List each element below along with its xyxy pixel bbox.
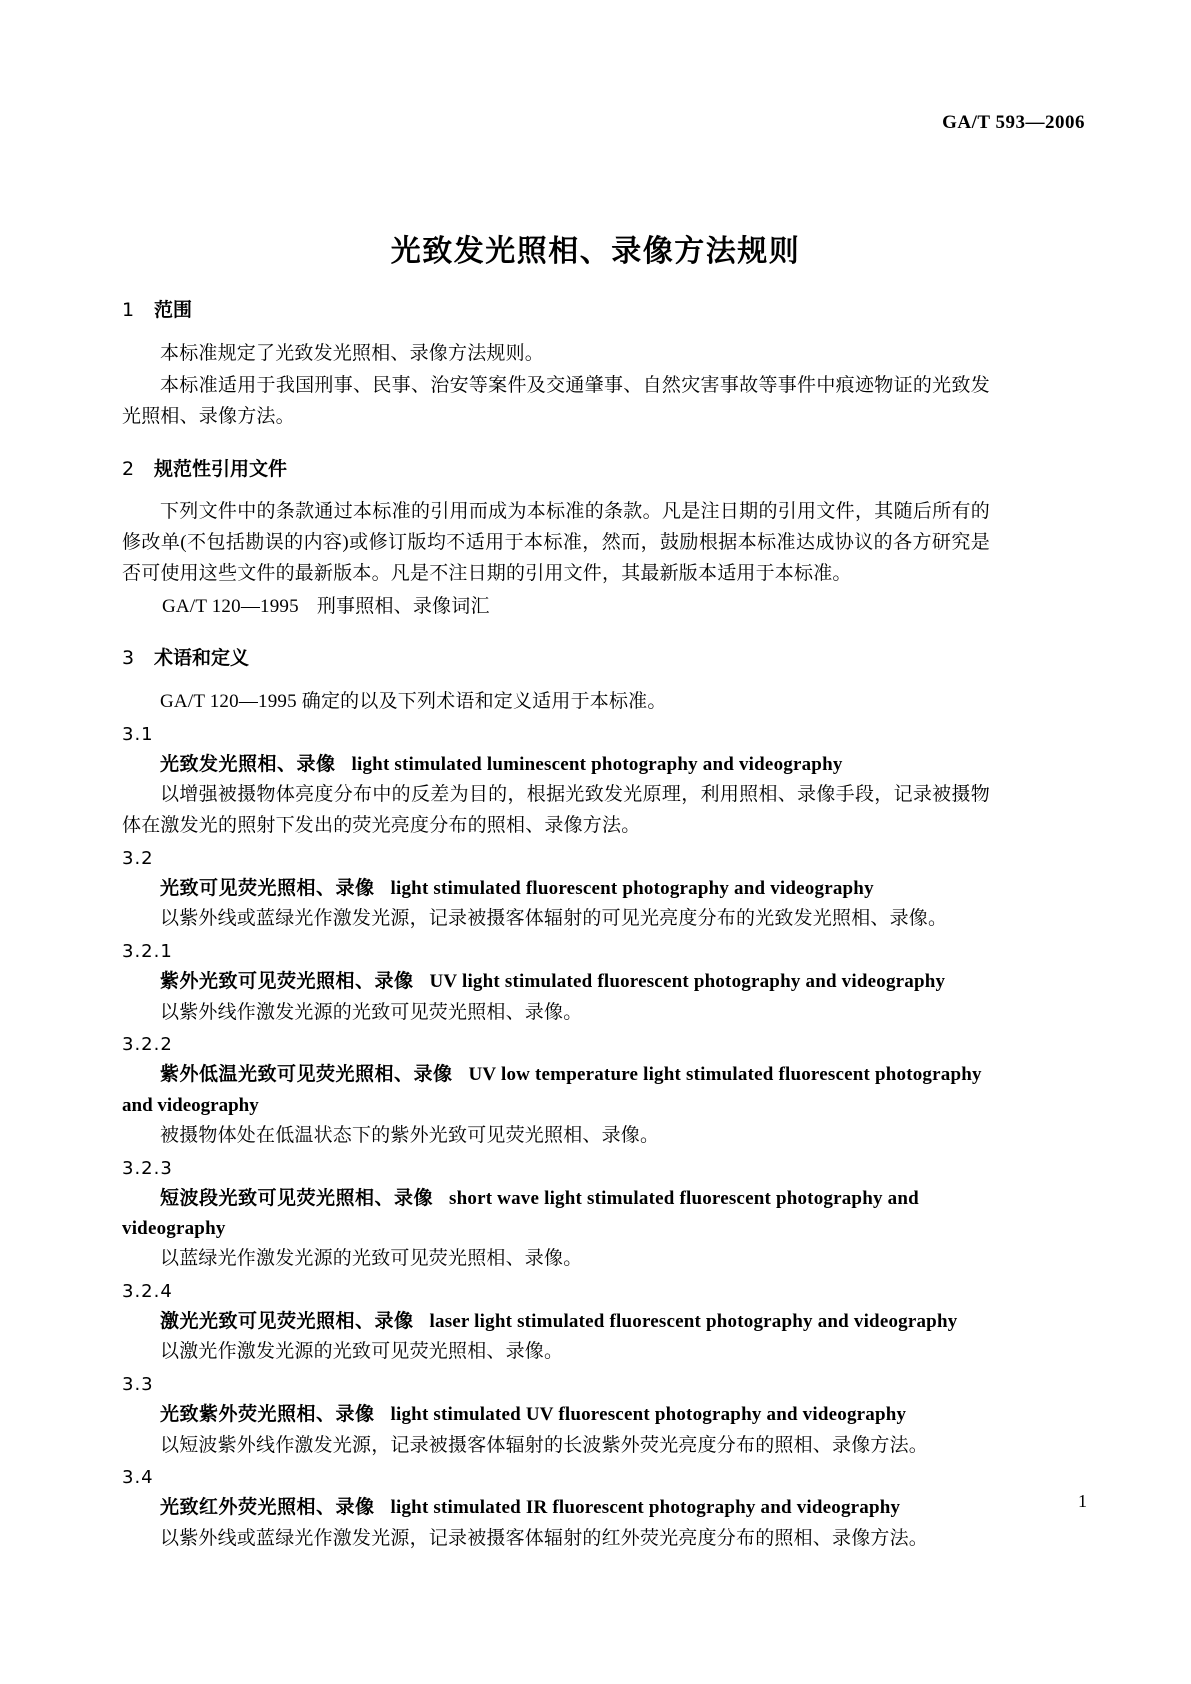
section-number-1: 1 [122, 299, 135, 321]
clause-number: 3.2.4 [122, 1280, 173, 1302]
page-title: 光致发光照相、录像方法规则 [390, 234, 801, 270]
document-body [122, 296, 990, 1557]
term-english: light stimulated fluorescent photography and videography [390, 877, 874, 899]
clause-term [122, 1184, 990, 1243]
section-title-1: 范围 [153, 299, 192, 321]
clause-definition: 以蓝绿光作激发光源的光致可见荧光照相、录像。 [160, 1247, 583, 1269]
term-chinese: 光致红外荧光照相、录像 [160, 1496, 375, 1519]
clause-number: 3.4 [122, 1467, 154, 1489]
clause-definition: 以激光作激发光源的光致可见荧光照相、录像。 [160, 1341, 564, 1363]
section-1-paragraph-2: 本标准适用于我国刑事、民事、治安等案件及交通肇事、自然灾害事故等事件中痕迹物证的光致发光照相、录像方法。 [122, 375, 990, 428]
section-3-paragraph-1: GA/T 120—1995 确定的以及下列术语和定义适用于本标准。 [160, 690, 667, 712]
clause-term [122, 874, 990, 903]
term-english: UV low temperature light stimulated fluorescent photography [468, 1064, 982, 1086]
section-1-paragraph-1: 本标准规定了光致发光照相、录像方法规则。 [160, 342, 545, 364]
term-chinese: 短波段光致可见荧光照相、录像 [160, 1187, 434, 1210]
term-english: light stimulated IR fluorescent photography and videography [390, 1497, 901, 1519]
running-header [0, 112, 1085, 134]
clause-number: 3.3 [122, 1374, 154, 1396]
clause-term [122, 1493, 990, 1522]
clause-definition: 被摄物体处在低温状态下的紫外光致可见荧光照相、录像。 [160, 1125, 660, 1147]
clause-number: 3.2 [122, 847, 154, 869]
term-english: short wave light stimulated fluorescent photography and videography [122, 1188, 919, 1239]
clause-3-2-3 [122, 1156, 990, 1275]
term-chinese: 激光光致可见荧光照相、录像 [160, 1309, 414, 1332]
clause-term [122, 1307, 990, 1336]
term-chinese: 光致紫外荧光照相、录像 [160, 1403, 375, 1426]
clause-definition: 以短波紫外线作激发光源，记录被摄客体辐射的长波紫外荧光亮度分布的照相、录像方法。 [160, 1434, 929, 1456]
term-english: UV light stimulated fluorescent photography and videography [429, 971, 946, 993]
clause-term [122, 1060, 990, 1089]
clause-definition: 以增强被摄物体亮度分布中的反差为目的，根据光致发光原理，利用照相、录像手段，记录被摄物体在激发光的照射下发出的荧光亮度分布的照相、录像方法。 [122, 784, 990, 836]
clause-definition: 以紫外线或蓝绿光作激发光源，记录被摄客体辐射的红外荧光亮度分布的照相、录像方法。 [160, 1527, 929, 1549]
term-chinese: 紫外低温光致可见荧光照相、录像 [160, 1063, 453, 1086]
clause-term [122, 750, 990, 779]
standard-code: GA/T 593—2006 [942, 112, 1085, 133]
term-chinese: 光致发光照相、录像 [160, 752, 336, 775]
clause-number: 3.2.3 [122, 1158, 173, 1180]
term-english-continuation: and videography [122, 1094, 259, 1116]
section-heading-2 [122, 455, 990, 484]
section-number-3: 3 [122, 647, 135, 670]
clause-term [122, 1400, 990, 1429]
clause-definition: 以紫外线作激发光源的光致可见荧光照相、录像。 [160, 1001, 583, 1023]
normative-reference-title: 刑事照相、录像词汇 [316, 595, 490, 617]
page-number: 1 [1078, 1491, 1087, 1511]
term-english: laser light stimulated fluorescent photography and videography [429, 1310, 958, 1332]
section-number-2: 2 [122, 457, 135, 480]
term-english: light stimulated luminescent photography and videography [351, 753, 843, 775]
normative-reference-code: GA/T 120—1995 [162, 595, 299, 617]
section-title-3: 术语和定义 [153, 647, 249, 670]
term-english: light stimulated UV fluorescent photography and videography [390, 1404, 907, 1426]
section-heading-1 [122, 296, 990, 325]
clause-list [122, 722, 990, 1555]
clause-3-2 [122, 846, 990, 935]
section-heading-3 [122, 644, 990, 673]
section-2-paragraph-1: 下列文件中的条款通过本标准的引用而成为本标准的条款。凡是注日期的引用文件，其随后所有的修改单(不包括勘误的内容)或修订版均不适用于本标准，然而，鼓励根据本标准达成协议的各方研究是否可使用这些文件的最新版本。凡是不注日期的引用文件，其最新版本适用于本标准。 [122, 501, 990, 584]
clause-number: 3.2.1 [122, 940, 173, 962]
clause-definition: 以紫外线或蓝绿光作激发光源，记录被摄客体辐射的可见光亮度分布的光致发光照相、录像。 [160, 908, 948, 930]
term-chinese: 紫外光致可见荧光照相、录像 [160, 970, 414, 993]
term-chinese: 光致可见荧光照相、录像 [160, 876, 375, 899]
clause-3-1 [122, 722, 990, 842]
normative-reference [122, 592, 990, 623]
clause-3-2-4 [122, 1279, 990, 1368]
clause-term [122, 967, 990, 996]
clause-3-3 [122, 1372, 990, 1461]
clause-3-2-1 [122, 939, 990, 1028]
clause-number: 3.1 [122, 723, 154, 745]
clause-3-2-2 [122, 1032, 990, 1152]
section-title-2: 规范性引用文件 [153, 457, 287, 480]
clause-number: 3.2.2 [122, 1034, 173, 1056]
clause-3-4 [122, 1465, 990, 1554]
